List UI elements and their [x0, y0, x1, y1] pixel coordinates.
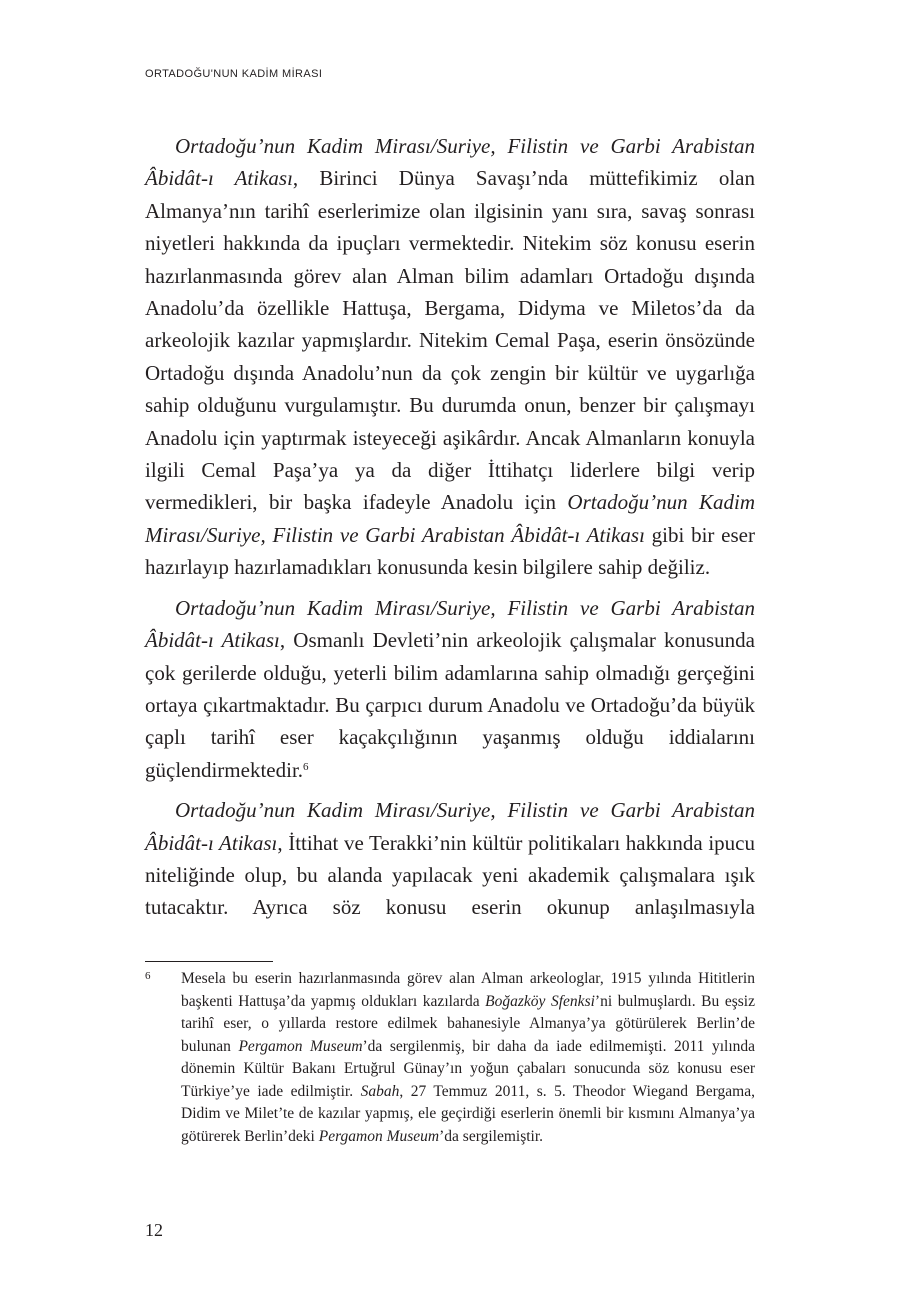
footnote-italic: Pergamon Museum — [318, 1127, 440, 1145]
book-title-italic: Ortadoğu’nun Kadim Mirası/Suriye, Filistin ve Garbi Arabistan Âbidât-ı Atikası — [145, 798, 755, 855]
footnote-segment: Mesela bu eserin hazırlanmasında görev alan Alman arkeologlar, 1915 yılında Hititlerin başkenti Hattuşa’da yapmış oldukları kazılarda — [181, 970, 755, 1010]
paragraph-2 — [145, 592, 755, 786]
page-number: 12 — [145, 1220, 163, 1240]
footnote-segment: , 27 Temmuz 2011, s. 5. Theodor Wiegand Bergama, Didim ve Milet’te de kazılar yapmış, ele geçirdiği eserlerin önemli bir kısmını Almanya’ya götürerek Berlin’deki — [181, 1082, 755, 1145]
footnote-segment: ’da sergilemiştir. — [439, 1127, 544, 1145]
footnote-segment: ’da sergilenmiş, bir daha da iade edilmemişti. 2011 yılında dönemin Kültür Bakanı Ertuğrul Günay’ın yoğun çabaları sonucunda söz konusu eser Türkiye’ye iade edilmiştir. — [181, 1037, 756, 1100]
book-title-italic: Ortadoğu’nun Kadim Mirası/Suriye, Filistin ve Garbi Arabistan Âbidât-ı Atikası — [145, 595, 755, 653]
paragraph-text: , İttihat ve Terakki’nin kültür politikaları hakkında ipucu niteliğinde olup, bu alanda yapılacak yeni akademik çalışmalara ışık tutacaktır. Ayrıca söz konusu eserin okunup anlaşılmasıyla — [145, 830, 755, 920]
footnote-italic: Pergamon Museum — [238, 1037, 363, 1055]
body-text — [145, 130, 755, 932]
footnote-reference[interactable]: 6 — [303, 760, 309, 773]
paragraph-text: , Osmanlı Devleti’nin arkeolojik çalışmalar konusunda çok gerilerde olduğu, yeterli bilim adamlarına sahip olmadığı gerçeğini ortaya çıkartmaktadır. Bu çarpıcı durum Anadolu ve Ortadoğu’da büyük çaplı tarihî eser kaçakçılığının yaşanmış olduğu iddialarını güçlendirmektedir. — [145, 628, 755, 782]
footnote — [145, 968, 755, 1148]
paragraph-1 — [145, 130, 755, 584]
book-title-italic: Ortadoğu’nun Kadim Mirası/Suriye, Filistin ve Garbi Arabistan Âbidât-ı Atikası — [145, 490, 755, 547]
running-header: ORTADOĞU'NUN KADİM MİRASI — [145, 68, 323, 80]
paragraph-text: , Birinci Dünya Savaşı’nda müttefikimiz olan Almanya’nın tarihî eserlerimize olan ilgisinin yanı sıra, savaş sonrası niyetleri hakkında da ipuçları vermektedir. Nitekim söz konusu eserin hazırlanmasında görev alan Alman bilim adamları Ortadoğu dışında Anadolu’da özellikle Hattuşa, Bergama, Didyma ve Miletos’da da arkeolojik kazılar yapmışlardır. Nitekim Cemal Paşa, eserin önsözünde Ortadoğu dışında Anadolu’nun da çok zengin bir kültür ve uygarlığa sahip olduğunu vurgulamıştır. Bu durumda onun, benzer bir çalışmayı Anadolu için yaptırmak isteyeceği aşikârdır. Ancak Almanların konuyla ilgili Cemal Paşa’ya ya da diğer İttihatçı liderlere bilgi verip vermedikleri, bir başka ifadeyle Anadolu için — [145, 166, 755, 515]
paragraph-3 — [145, 794, 755, 924]
footnote-number: 6 — [145, 970, 151, 982]
footnote-italic: Boğazköy Sfenksi — [485, 992, 595, 1010]
footnote-divider — [145, 961, 273, 962]
footnote-segment: ’ni bulmuşlardı. Bu eşsiz tarihî eser, o yıllarda restore edilmek bahanesiyle Almanya’ya götürülerek Berlin’de bulunan — [181, 992, 755, 1055]
book-title-italic: Ortadoğu’nun Kadim Mirası/Suriye, Filistin ve Garbi Arabistan Âbidât-ı Atikası — [145, 134, 755, 191]
footnote-italic: Sabah — [360, 1082, 400, 1100]
footnote-text — [181, 968, 755, 1148]
paragraph-text: gibi bir eser hazırlayıp hazırlamadıkları konusunda kesin bilgilere sahip değiliz. — [145, 522, 755, 580]
